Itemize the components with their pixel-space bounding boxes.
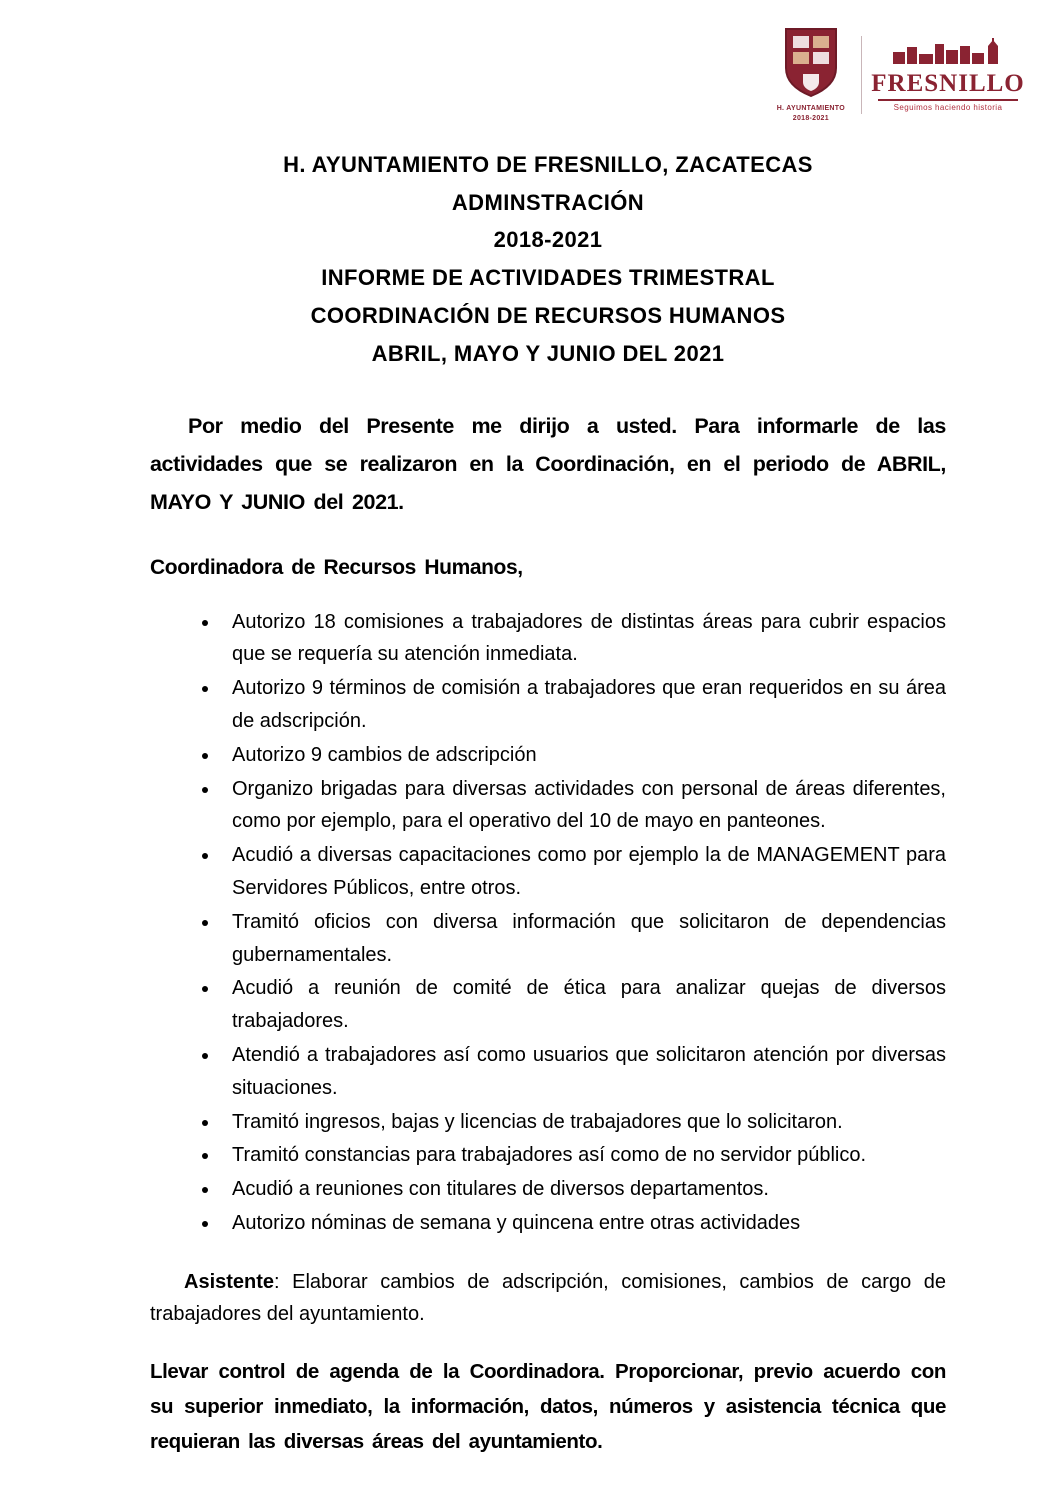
list-item: • Tramitó ingresos, bajas y licencias de trabajadores que lo solicitaron.: [220, 1106, 946, 1139]
list-item: • Tramitó oficios con diversa información que solicitaron de dependencias gubernamentales.: [220, 906, 946, 972]
list-item: • Acudió a reunión de comité de ética para analizar quejas de diversos trabajadores.: [220, 972, 946, 1038]
list-item: • Autorizo nóminas de semana y quincena entre otras actividades: [220, 1207, 946, 1240]
document-body: [0, 124, 1058, 1460]
list-item: • Autorizo 18 comisiones a trabajadores de distintas áreas para cubrir espacios que se requería su atención inmediata.: [220, 606, 946, 672]
list-item: • Atendió a trabajadores así como usuarios que solicitaron atención por diversas situaciones.: [220, 1039, 946, 1105]
intro-paragraph: Por medio del Presente me dirijo a usted. Para informarle de las actividades que se realizaron en la Coordinación, en el periodo de ABRIL, MAYO Y JUNIO del 2021.: [150, 413, 946, 515]
fresnillo-skyline-icon: [889, 38, 1007, 69]
title-line-3: 2018-2021: [493, 227, 603, 253]
title-line-1: H. AYUNTAMIENTO DE FRESNILLO, ZACATECAS: [283, 151, 813, 177]
title-line-5: COORDINACIÓN DE RECURSOS HUMANOS: [310, 303, 786, 329]
closing-paragraph: Llevar control de agenda de la Coordinadora. Proporcionar, previo acuerdo con su superior inmediato, la información, datos, números y asistencia técnica que requieran las diversas áreas del ayuntamiento.: [150, 1359, 946, 1454]
list-item: • Autorizo 9 cambios de adscripción: [220, 739, 946, 772]
title-line-6: ABRIL, MAYO Y JUNIO DEL 2021: [371, 340, 725, 366]
fresnillo-tagline: Seguimos haciendo historia: [878, 99, 1018, 112]
crest-caption-line1: H. AYUNTAMIENTO: [776, 105, 845, 112]
asistente-label: Asistente: [184, 1270, 275, 1293]
asistente-paragraph: [150, 1266, 946, 1330]
fresnillo-wordmark: FRESNILLO: [871, 69, 1025, 97]
document-title-block: [150, 146, 946, 373]
page-header: [0, 0, 1058, 124]
activities-list: [150, 606, 946, 1240]
list-item: • Acudió a reuniones con titulares de diversos departamentos.: [220, 1173, 946, 1206]
crest-shield-icon: [783, 26, 839, 103]
list-item: • Acudió a diversas capacitaciones como por ejemplo la de MANAGEMENT para Servidores Públicos, entre otros.: [220, 839, 946, 905]
list-item: • Tramitó constancias para trabajadores así como de no servidor público.: [220, 1139, 946, 1172]
list-item: • Autorizo 9 términos de comisión a trabajadores que eran requeridos en su área de adscripción.: [220, 672, 946, 738]
logo-divider: [861, 36, 862, 114]
list-item: • Organizo brigadas para diversas actividades con personal de áreas diferentes, como por ejemplo, para el operativo del 10 de mayo en panteones.: [220, 773, 946, 839]
fresnillo-logo: [871, 38, 1025, 112]
title-line-2: ADMINSTRACIÓN: [451, 189, 645, 215]
asistente-text: : Elaborar cambios de adscripción, comisiones, cambios de cargo de trabajadores del ayuntamiento.: [150, 1270, 946, 1325]
section-heading: Coordinadora de Recursos Humanos,: [150, 555, 523, 579]
crest-caption-line2: 2018-2021: [792, 115, 829, 123]
title-line-4: INFORME DE ACTIVIDADES TRIMESTRAL: [321, 265, 775, 291]
ayuntamiento-crest: [777, 26, 845, 124]
